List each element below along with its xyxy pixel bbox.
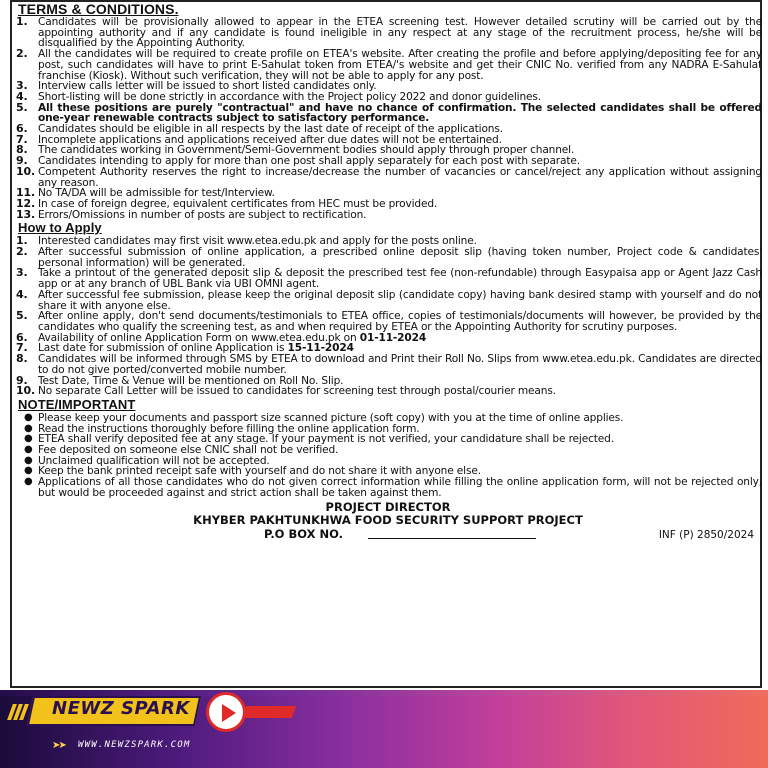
bullet-icon: ● [24,444,33,456]
terms-item [14,100,762,125]
terms-item-number: 7. [16,132,28,146]
terms-item-text: Candidates should be eligible in all respects by the last date of receipt of the applications. [38,123,503,136]
note-text: Please keep your documents and passport size scanned picture (soft copy) with you at the time of online applies. [38,411,624,424]
pobox-row [14,527,762,543]
terms-item-number: 1. [16,15,28,28]
apply-step-number: 10. [16,384,36,398]
terms-title: TERMS & CONDITIONS. [18,1,179,17]
how-to-apply-list [14,236,762,397]
terms-item-text: The candidates working in Government/Semi-Government bodies should apply through proper channel. [38,144,575,157]
terms-item [14,164,762,189]
note-text: Read the instructions thoroughly before filling the online application form. [38,422,420,435]
apply-step-text: After successful fee submission, please keep the original deposit slip (candidate copy) having bank desired stamp with yourself and do not share it with anyone else. [38,288,762,312]
apply-step [14,311,762,332]
bullet-icon: ● [24,454,33,466]
terms-item-number: 5. [16,100,28,114]
apply-step-number: 8. [16,352,28,366]
terms-item-number: 8. [16,143,28,157]
terms-item-text: Candidates will be provisionally allowed to appear in the ETEA screening test. However detailed scrutiny will be carried out by the appointing authority and if any candidate is found ineligible in any respect at any stage of the recruitment process, he/she will be disqualified by the Appointing Authority. [38,16,762,50]
newz-spark-logo[interactable] [8,692,288,752]
terms-item-text: Interview calls letter will be issued to short listed candidates only. [38,80,377,93]
apply-step-number: 5. [16,309,28,323]
brand-banner [0,690,768,768]
terms-item-text: In case of foreign degree, equivalent certificates from HEC must be provided. [38,197,438,210]
note-item [14,477,762,498]
terms-list [14,17,762,220]
terms-item-number: 12. [16,196,36,210]
project-name: KHYBER PAKHTUNKHWA FOOD SECURITY SUPPORT PROJECT [193,512,583,527]
terms-item [14,49,762,81]
notes-list [14,413,762,499]
bullet-icon: ● [24,433,33,445]
apply-step-text: After online apply, don't send documents/testimonials to ETEA office, copies of testimonials/documents will however, be provided by the candidates who qualify the screening test, as and when required by ETEA or the Appointing Authority for scrutiny purposes. [38,310,762,333]
terms-item-number: 2. [16,47,28,61]
terms-item-text: No TA/DA will be admissible for test/Interview. [38,187,275,200]
note-text: Applications of all those candidates who do not given correct information while filling the online application form, will not be rejected only, but would be proceeded against and strict action shall be taken against them. [38,476,762,499]
terms-item-text: Incomplete applications and applications received after due dates will not be entertained. [38,133,502,146]
brand-name: NEWZ SPARK [52,698,190,719]
speed-stripes-icon [8,704,30,720]
apply-step-number: 3. [16,266,28,280]
signature-block [14,501,762,527]
apply-step-number: 4. [16,287,28,301]
terms-item-number: 3. [16,79,28,93]
apply-step-number: 6. [16,330,28,344]
terms-item [14,207,762,221]
play-tail-shape [242,706,296,718]
terms-item-number: 9. [16,154,28,168]
terms-item-text: All the candidates will be required to create profile on ETEA's website. After creating the profile and before applying/depositing fee for any post, such candidates will have to print E-Sahulat token from ETEA/'s website and get their CNIC No. verified from any NADRA E-Sahulat franchise (Kiosk). Without such verification, they will not be able to apply for any post. [38,48,762,82]
apply-step [14,247,762,268]
apply-step-number: 7. [16,341,28,355]
terms-item-number: 13. [16,207,36,221]
note-text: Unclaimed qualification will not be accepted. [38,454,270,467]
bullet-icon: ● [24,411,33,423]
notes-title: NOTE/IMPORTANT [18,396,136,412]
apply-step-text: Interested candidates may first visit www.etea.edu.pk and apply for the posts online. [38,235,477,248]
apply-step-text: Candidates will be informed through SMS by ETEA to download and Print their Roll No. Slips from www.etea.edu.pk. Candidates are directed to do not give ported/converted mobile number. [38,353,762,376]
apply-step-text: No separate Call Letter will be issued to candidates for screening test through postal/courier means. [38,385,556,398]
terms-item-text: Errors/Omissions in number of posts are subject to rectification. [38,208,367,221]
bullet-icon: ● [24,476,33,488]
terms-item-number: 4. [16,89,28,103]
apply-step-date: 01-11-2024 [359,331,427,344]
apply-step-date: 15-11-2024 [287,342,354,355]
apply-step-text: Last date for submission of online Application is [38,342,288,355]
apply-step [14,354,762,375]
inf-reference: INF (P) 2850/2024 [658,528,754,541]
terms-item-text: Candidates intending to apply for more than one post shall apply separately for each post with separate. [38,155,580,168]
how-to-apply-title: How to Apply [18,220,102,236]
terms-item-number: 6. [16,122,28,136]
terms-item [14,17,762,49]
apply-step [14,287,762,312]
document-content [14,2,762,543]
arrow-icon: ➤➤ [52,740,65,751]
pobox-label: P.O BOX NO. [264,526,343,541]
terms-item-text: Short-listing will be done strictly in accordance with the Project policy 2022 and donor guidelines. [38,90,541,103]
terms-item-text: All these positions are purely "contractual" and have no chance of confirmation. The selected candidates shall be offered one-year renewable contracts subject to satisfactory performance. [38,101,762,125]
brand-url[interactable]: WWW.NEWZSPARK.COM [78,740,191,750]
apply-step [14,268,762,289]
apply-step-number: 2. [16,245,28,259]
apply-step-text: Take a printout of the generated deposit slip & deposit the prescribed test fee (non-refundable) through Easypaisa app or Agent Jazz Cash app or at any branch of UBL Bank via UBI OMNI agent. [38,267,762,291]
note-text: ETEA shall verify deposited fee at any stage. If your payment is not verified, your candidature shall be rejected. [38,433,614,446]
play-icon[interactable] [206,692,246,732]
bullet-icon: ● [24,465,33,477]
terms-item-text: Competent Authority reserves the right to increase/decrease the number of vacancies or cancel/reject any application without assigning any reason. [38,165,762,189]
apply-step-text: Availability of online Application Form on www.etea.edu.pk on [38,331,360,344]
pobox-blank-line [368,538,536,539]
apply-step-number: 1. [16,234,28,248]
apply-step-number: 9. [16,373,28,387]
terms-item-number: 11. [16,186,36,200]
bullet-icon: ● [24,422,33,434]
apply-step-text: Test Date, Time & Venue will be mentioned on Roll No. Slip. [38,374,344,387]
note-text: Fee deposited on someone else CNIC shall not be verified. [38,444,339,457]
apply-step [14,386,762,397]
apply-step-text: After successful submission of online application, a prescribed online deposit slip (having token number, Project code & candidates' personal information) will be generated. [38,246,762,269]
note-text: Keep the bank printed receipt safe with yourself and do not share it with anyone else. [38,465,481,478]
terms-item-number: 10. [16,164,36,178]
signatory-title: PROJECT DIRECTOR [325,499,451,514]
